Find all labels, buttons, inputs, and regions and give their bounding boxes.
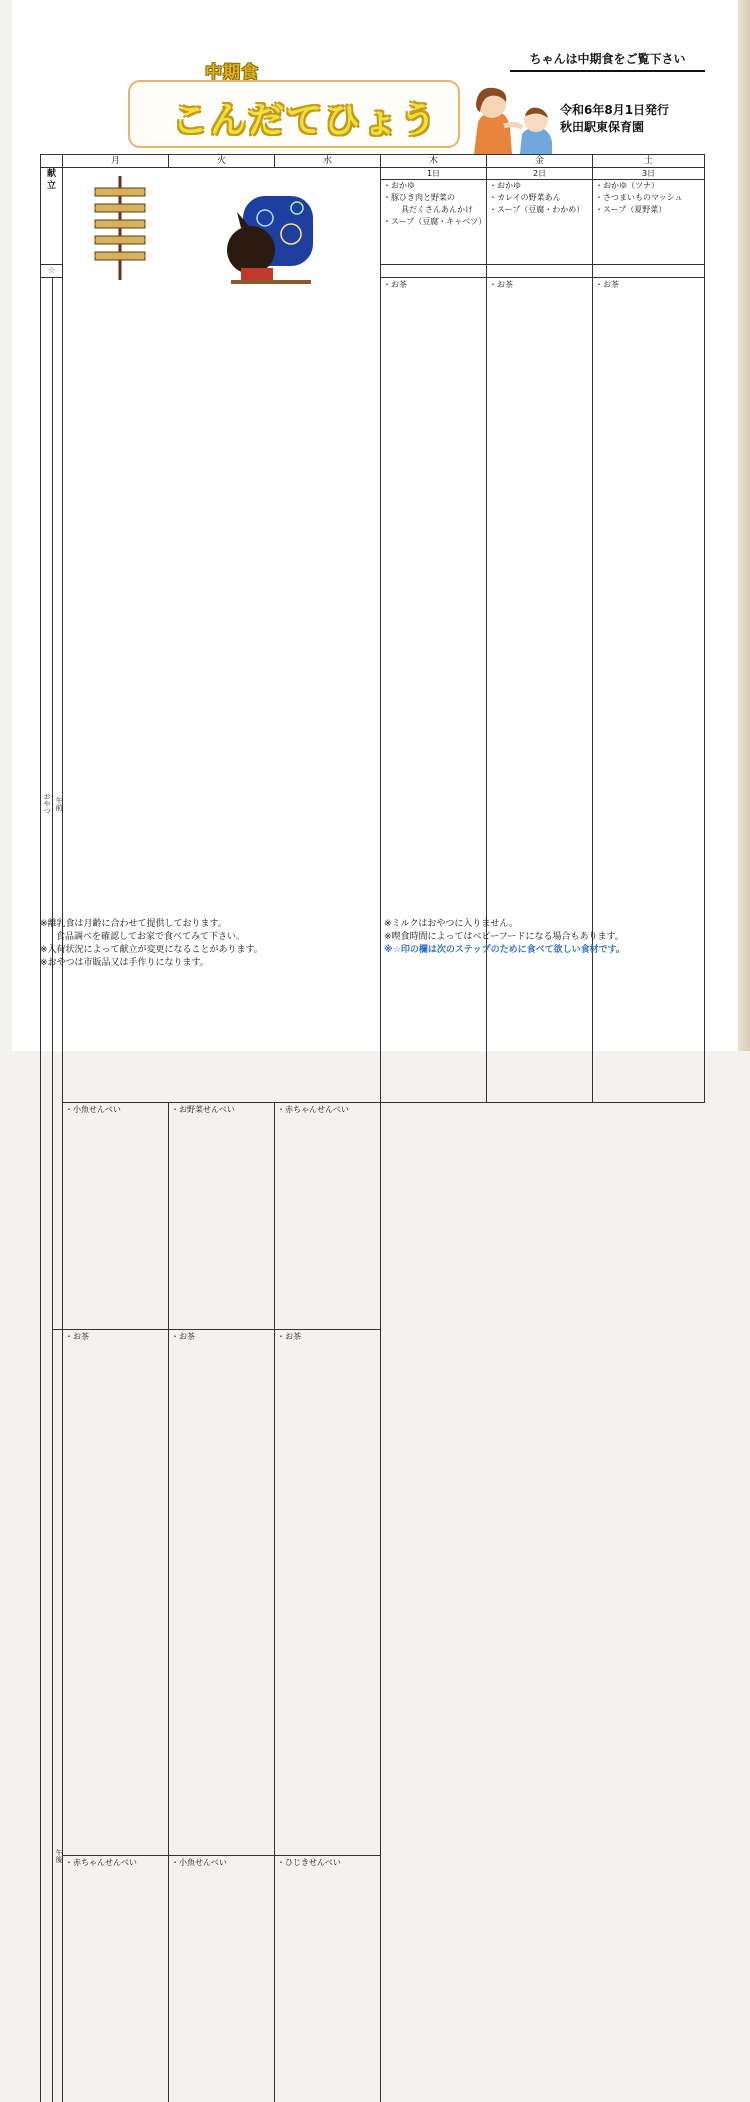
snack-cell — [169, 1330, 275, 1856]
menu-item: ・スープ（豆腐・キャベツ） — [383, 216, 484, 228]
star-marker — [41, 265, 63, 278]
menu-item: ・カレイの野菜あん — [489, 192, 590, 204]
corner-cell — [41, 155, 63, 168]
footer-right — [384, 918, 625, 957]
date-label: 1日 — [381, 168, 487, 180]
snack-cell: ・お茶 — [381, 278, 487, 1103]
menu-item: ・おかゆ（ツナ） — [595, 180, 702, 192]
star-icon: ☆ — [47, 266, 55, 276]
menu-item: ・おかゆ — [383, 180, 484, 192]
snack-cell — [275, 1330, 381, 1856]
snack-cell: ・赤ちゃんせんべい — [275, 1103, 381, 1330]
day-header: 土 — [593, 155, 705, 168]
star-cell — [381, 265, 487, 278]
menu-item: ・さつまいものマッシュ — [595, 192, 702, 204]
day-header: 水 — [275, 155, 381, 168]
date-label: 2日 — [487, 168, 593, 180]
footer-note: ※喫食時間によってはベビーフードになる場合もあります。 — [384, 931, 625, 944]
issue-date: 令和6年8月1日発行 — [560, 102, 669, 119]
menu-cell — [593, 180, 705, 265]
date-label: 3日 — [593, 168, 705, 180]
snack-cell: ・小魚せんべい — [63, 1103, 169, 1330]
page-edge — [738, 0, 750, 1051]
page-title: こんだてひょう — [172, 92, 438, 143]
day-header: 火 — [169, 155, 275, 168]
day-header: 金 — [487, 155, 593, 168]
nursery-name: 秋田駅東保育園 — [560, 119, 669, 136]
day-header-row — [41, 155, 705, 168]
footer-note: ※入荷状況によって献立が変更になることがあります。 — [40, 944, 263, 957]
snack-cell — [275, 1856, 381, 2102]
star-cell — [593, 265, 705, 278]
snack-row — [41, 1330, 705, 1856]
am-label — [53, 278, 63, 1330]
footer-left — [40, 918, 263, 970]
summer-art — [65, 168, 378, 328]
mother-child-illustration — [464, 82, 560, 154]
snack-cell — [169, 1856, 275, 2102]
footer-note: ※離乳食は月齢に合わせて提供しております。 — [40, 918, 263, 931]
menu-item: ・スープ（豆腐・わかめ） — [489, 204, 590, 216]
oyatsu-text: おやつ — [43, 278, 50, 1329]
pm-text — [55, 1330, 62, 2102]
day-header: 木 — [381, 155, 487, 168]
footer-note: 食品調べを確認してお家で食べてみて下さい。 — [40, 931, 263, 944]
snack-row — [41, 1856, 705, 2102]
issue-info — [560, 102, 669, 136]
star-cell — [487, 265, 593, 278]
kondate-label-text: 献立 — [47, 169, 56, 191]
pm-label — [53, 1330, 63, 2102]
kanto-and-fireworks-art — [65, 168, 381, 308]
oyatsu-label — [41, 278, 53, 2102]
snack-cell — [63, 1330, 169, 1856]
menu-cell — [487, 180, 593, 265]
day-header: 月 — [63, 155, 169, 168]
menu-table — [40, 154, 705, 2102]
stage-label: 中期食 — [205, 58, 259, 83]
snack-cell: ・お茶 — [487, 278, 593, 1103]
menu-cell — [381, 180, 487, 265]
footer-note-star: ※☆印の欄は次のステップのために食べて欲しい食材です。 — [384, 944, 625, 957]
footer-note: ※おやつは市販品又は手作りになります。 — [40, 957, 263, 970]
menu-item: ・スープ（夏野菜） — [595, 204, 702, 216]
am-text: 午前 — [55, 278, 62, 1329]
menu-item: ・おかゆ — [489, 180, 590, 192]
date-row — [41, 168, 705, 180]
recipient-note: ちゃんは中期食をご覧下さい — [510, 50, 705, 72]
menu-item: 具だくさんあんかけ — [383, 204, 484, 216]
snack-cell — [63, 1856, 169, 2102]
snack-cell: ・お野菜せんべい — [169, 1103, 275, 1330]
kondate-label — [41, 168, 63, 265]
snack-cell: ・お茶 — [593, 278, 705, 1103]
snack-row — [41, 1103, 705, 1330]
footer-note: ※ミルクはおやつに入りません。 — [384, 918, 625, 931]
menu-item: ・豚ひき肉と野菜の — [383, 192, 484, 204]
